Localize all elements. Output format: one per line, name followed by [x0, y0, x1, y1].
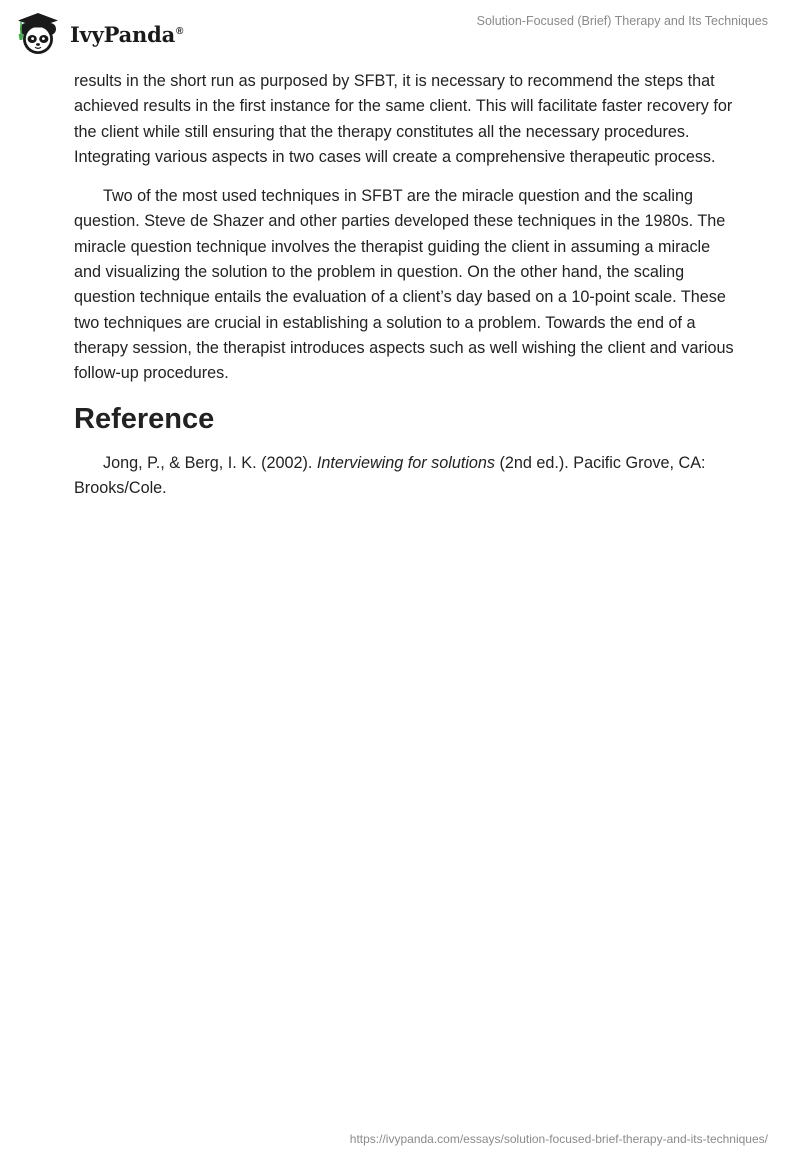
document-body	[74, 69, 734, 515]
brand-logo[interactable]	[14, 8, 183, 58]
document-title: Solution-Focused (Brief) Therapy and Its Techniques	[476, 14, 768, 28]
reference-authors: Jong, P., & Berg, I. K. (2002).	[103, 453, 317, 472]
source-url[interactable]: https://ivypanda.com/essays/solution-focused-brief-therapy-and-its-techniques/	[349, 1132, 768, 1146]
reference-heading: Reference	[74, 402, 215, 435]
panda-graduation-cap-icon	[14, 9, 62, 57]
reference-publication: (2nd ed.). Pacific Grove, CA: Brooks/Cole.	[74, 453, 706, 497]
body-paragraph: results in the short run as purposed by SFBT, it is necessary to recommend the steps that achieved results in the first instance for the same client. This will facilitate faster recovery for the client while still ensuring that the therapy constitutes all the necessary procedures. Integrating various aspects in two cases will create a comprehensive therapeutic process.	[74, 72, 733, 166]
brand-name	[70, 22, 183, 47]
page-header	[0, 0, 800, 64]
brand-name-text: IvyPanda	[70, 21, 176, 47]
body-paragraph: Two of the most used techniques in SFBT are the miracle question and the scaling question. Steve de Shazer and other parties developed these techniques in the 1980s. The miracle question technique involves the therapist guiding the client in assuming a miracle and visualizing the solution to the problem in question. On the other hand, the scaling question technique entails the evaluation of a client’s day based on a 10-point scale. These two techniques are crucial in establishing a solution to a problem. Towards the end of a therapy session, the therapist introduces aspects such as well wishing the client and various follow-up procedures.	[74, 187, 734, 383]
reference-title: Interviewing for solutions	[316, 453, 496, 472]
reference-entry	[74, 451, 734, 502]
registered-mark: ®	[176, 25, 184, 37]
